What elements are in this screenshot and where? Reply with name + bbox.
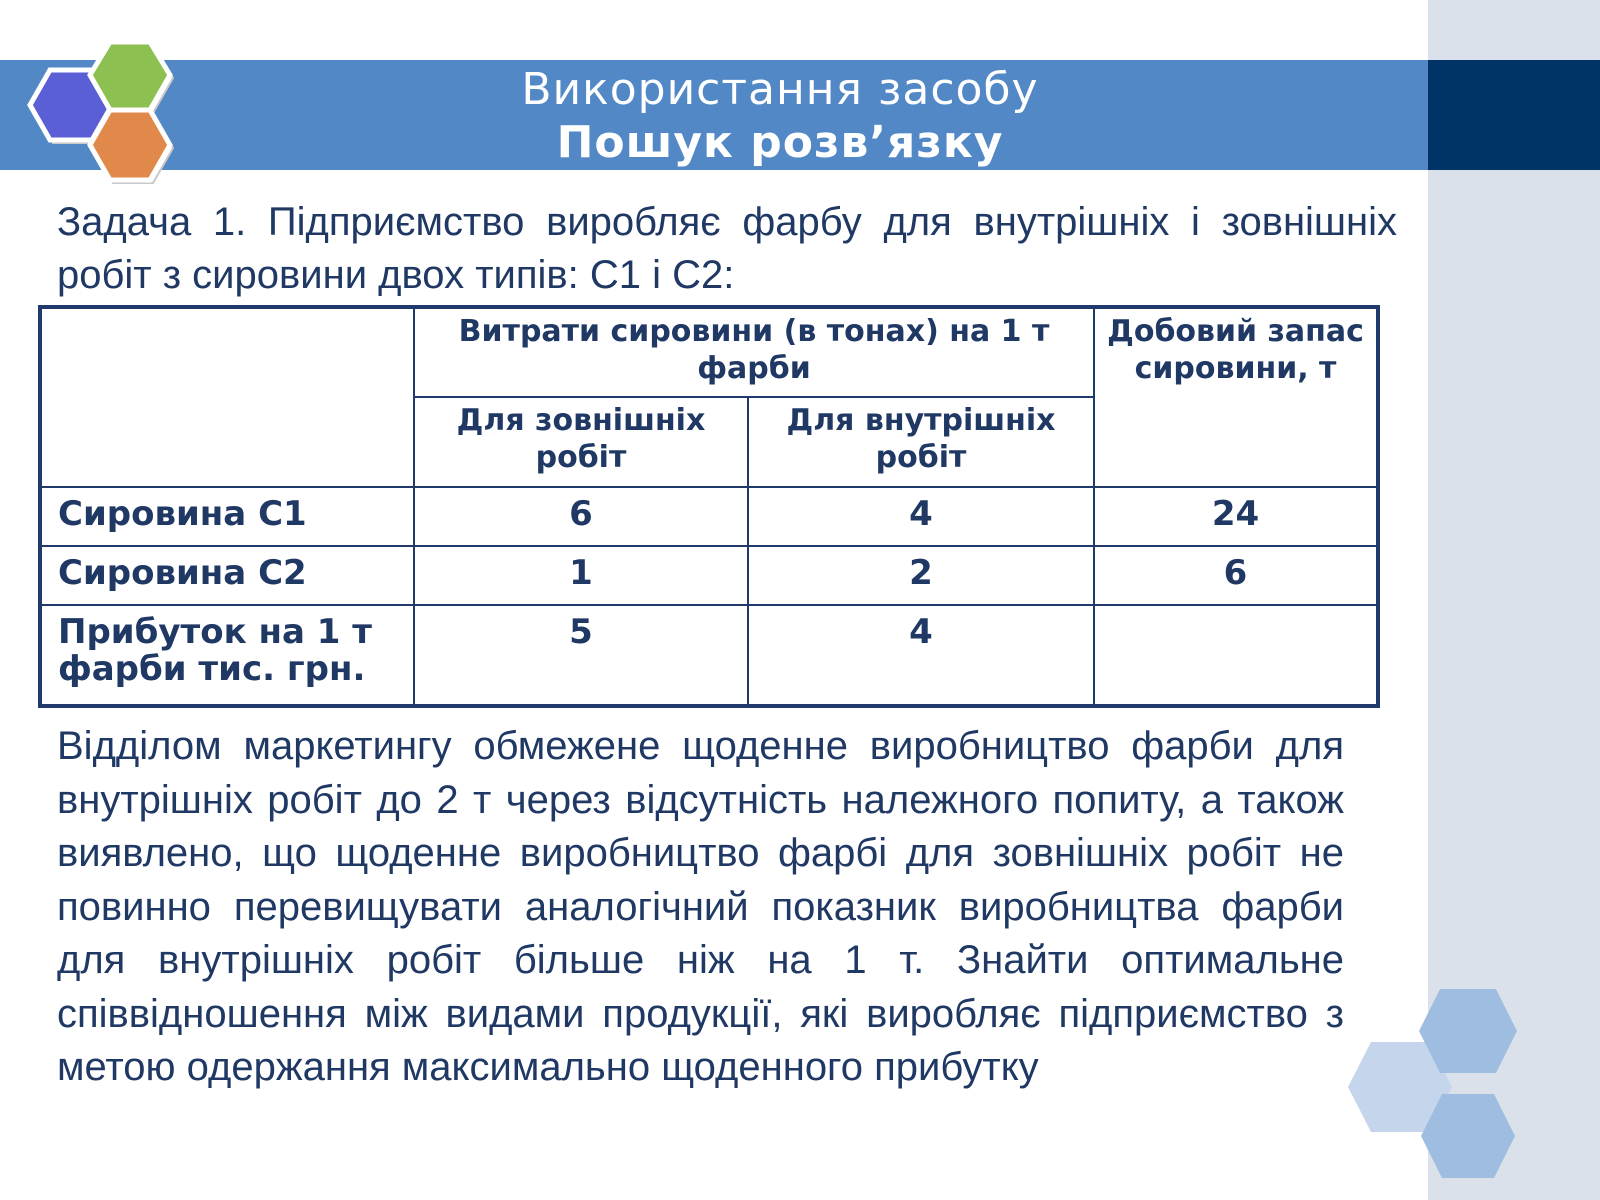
cell-outer: 6: [414, 487, 748, 546]
cell-inner: 2: [748, 546, 1094, 605]
row-label: Сировина С1: [40, 487, 414, 546]
cell-stock: 24: [1094, 487, 1378, 546]
cell-outer: 5: [414, 605, 748, 706]
decorative-hexagons-icon: [1348, 984, 1548, 1180]
slide-title-line1: Використання засобу: [521, 64, 1039, 115]
row-label: Прибуток на 1 т фарби тис. грн.: [40, 605, 414, 706]
header-inner-cell: Для внутрішніх робіт: [748, 397, 1094, 487]
table-corner-cell: [40, 307, 414, 487]
table-header-row: [40, 307, 1378, 397]
slide-title-line2: Пошук розв’язку: [556, 117, 1004, 168]
cell-stock: [1094, 605, 1378, 706]
table-row: [40, 605, 1378, 706]
table-row: [40, 487, 1378, 546]
header-group-cell: Витрати сировини (в тонах) на 1 т фарби: [414, 307, 1094, 397]
cell-stock: 6: [1094, 546, 1378, 605]
problem-statement: Відділом маркетингу обмежене щоденне виробництво фарби для внутрішніх робіт до 2 т через відсутність належного попиту, а також виявлено, що щоденне виробництво фарбі для зовнішніх робіт не повинно перевищувати аналогічний показник виробництва фарби для внутрішніх робіт більше ніж на 1 т. Знайти оптимальне співвідношення між видами продукції, які виробляє підприємство з метою одержання максимально щоденного прибутку: [57, 724, 1344, 1089]
header-outer-cell: Для зовнішніх робіт: [414, 397, 748, 487]
resource-table: [38, 305, 1380, 708]
hexagon-logo-icon: [20, 38, 190, 194]
table-row: [40, 546, 1378, 605]
problem-intro: Задача 1. Підприємство виробляє фарбу для внутрішніх і зовнішніх робіт з сировини двох типів: С1 і С2:: [57, 200, 1397, 297]
cell-outer: 1: [414, 546, 748, 605]
header-stock-cell: Добовий запас сировини, т: [1094, 307, 1378, 487]
cell-inner: 4: [748, 605, 1094, 706]
cell-inner: 4: [748, 487, 1094, 546]
header-dark-block: [1428, 60, 1600, 170]
row-label: Сировина С2: [40, 546, 414, 605]
hexagon-orange-icon: [90, 110, 173, 183]
